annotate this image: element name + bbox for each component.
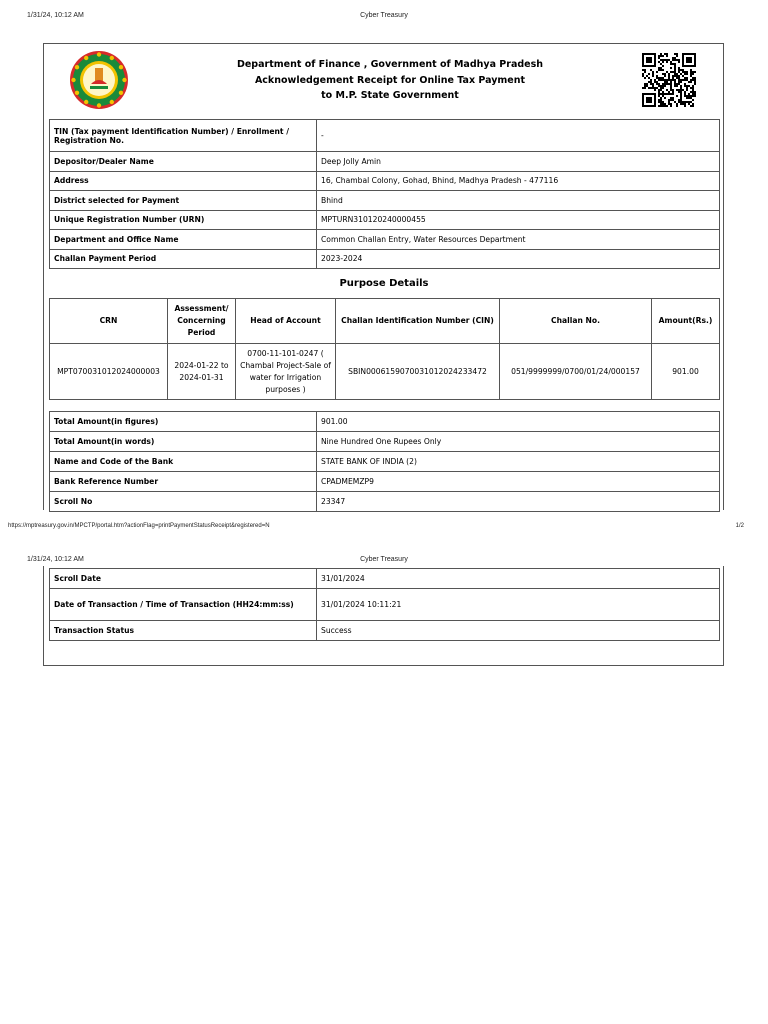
payment-label: Name and Code of the Bank bbox=[50, 452, 317, 472]
payment-label: Date of Transaction / Time of Transaction (HH24:mm:ss) bbox=[50, 589, 317, 621]
payment-details-table-continued bbox=[49, 568, 720, 641]
payment-value: Success bbox=[317, 621, 720, 641]
detail-row bbox=[50, 210, 720, 230]
payment-value: 901.00 bbox=[317, 412, 720, 432]
amount-value: 901.00 bbox=[652, 344, 720, 400]
print-title: Cyber Treasury bbox=[360, 12, 408, 19]
detail-value: Bhind bbox=[317, 191, 720, 211]
detail-label: District selected for Payment bbox=[50, 191, 317, 211]
detail-row bbox=[50, 120, 720, 152]
period-value: 2024-01-22 to 2024-01-31 bbox=[168, 344, 236, 400]
payment-label: Total Amount(in figures) bbox=[50, 412, 317, 432]
page-number: 1/2 bbox=[735, 523, 744, 529]
payment-value: Nine Hundred One Rupees Only bbox=[317, 432, 720, 452]
payment-value: 23347 bbox=[317, 492, 720, 512]
detail-row bbox=[50, 152, 720, 172]
mp-government-emblem bbox=[69, 50, 129, 110]
detail-label: Address bbox=[50, 171, 317, 191]
column-header-challan-no: Challan No. bbox=[500, 299, 652, 344]
receipt-title bbox=[190, 57, 590, 104]
payment-details-table bbox=[49, 411, 720, 512]
detail-value: Common Challan Entry, Water Resources Department bbox=[317, 230, 720, 250]
purpose-row bbox=[50, 344, 720, 400]
detail-row bbox=[50, 171, 720, 191]
payment-label: Scroll Date bbox=[50, 569, 317, 589]
print-url: https://mptreasury.gov.in/MPCTP/portal.htm?actionFlag=printPaymentStatusReceipt&registered=N bbox=[8, 523, 270, 529]
payment-row bbox=[50, 432, 720, 452]
purpose-details-heading: Purpose Details bbox=[339, 278, 429, 289]
print-datetime: 1/31/24, 10:12 AM bbox=[27, 12, 84, 19]
column-header-period: Assessment/ Concerning Period bbox=[168, 299, 236, 344]
title-line-2: Acknowledgement Receipt for Online Tax Payment bbox=[254, 74, 526, 86]
payment-row bbox=[50, 472, 720, 492]
payment-row bbox=[50, 452, 720, 472]
payment-value: STATE BANK OF INDIA (2) bbox=[317, 452, 720, 472]
title-line-3: to M.P. State Government bbox=[321, 90, 459, 101]
detail-label: TIN (Tax payment Identification Number) / Enrollment / Registration No. bbox=[50, 120, 317, 152]
title-line-1: Department of Finance , Government of Madhya Pradesh bbox=[236, 59, 544, 70]
purpose-details-table bbox=[49, 298, 720, 400]
column-header-crn: CRN bbox=[50, 299, 168, 344]
column-header-head-of-account: Head of Account bbox=[236, 299, 336, 344]
payment-row bbox=[50, 492, 720, 512]
depositor-details-table bbox=[49, 119, 720, 269]
detail-row bbox=[50, 230, 720, 250]
purpose-header-row bbox=[50, 299, 720, 344]
print-datetime: 1/31/24, 10:12 AM bbox=[27, 556, 84, 563]
payment-label: Total Amount(in words) bbox=[50, 432, 317, 452]
challan-no-value: 051/9999999/0700/01/24/000157 bbox=[500, 344, 652, 400]
detail-label: Challan Payment Period bbox=[50, 249, 317, 269]
print-title: Cyber Treasury bbox=[360, 556, 408, 563]
column-header-amount: Amount(Rs.) bbox=[652, 299, 720, 344]
cin-value: SBIN00061590700310120242334​72 bbox=[336, 344, 500, 400]
payment-row bbox=[50, 589, 720, 621]
detail-label: Depositor/Dealer Name bbox=[50, 152, 317, 172]
payment-value: 31/01/2024 10:11:21 bbox=[317, 589, 720, 621]
detail-value: - bbox=[317, 120, 720, 152]
payment-value: CPADMEMZP9 bbox=[317, 472, 720, 492]
head-of-account-value: 0700-11-101-0247 ( Chambal Project-Sale of water for Irrigation purposes ) bbox=[236, 344, 336, 400]
crn-value: MPT070031012024000003 bbox=[50, 344, 168, 400]
detail-label: Unique Registration Number (URN) bbox=[50, 210, 317, 230]
payment-label: Transaction Status bbox=[50, 621, 317, 641]
payment-row bbox=[50, 621, 720, 641]
detail-value: 2023-2024 bbox=[317, 249, 720, 269]
payment-label: Bank Reference Number bbox=[50, 472, 317, 492]
detail-row bbox=[50, 191, 720, 211]
payment-label: Scroll No bbox=[50, 492, 317, 512]
payment-value: 31/01/2024 bbox=[317, 569, 720, 589]
detail-row bbox=[50, 249, 720, 269]
qr-code bbox=[642, 53, 696, 107]
detail-value: MPTURN310120240000455 bbox=[317, 210, 720, 230]
payment-row bbox=[50, 569, 720, 589]
detail-label: Department and Office Name bbox=[50, 230, 317, 250]
detail-value: Deep Jolly Amin bbox=[317, 152, 720, 172]
column-header-cin: Challan Identification Number (CIN) bbox=[336, 299, 500, 344]
detail-value: 16, Chambal Colony, Gohad, Bhind, Madhya Pradesh - 477116 bbox=[317, 171, 720, 191]
payment-row bbox=[50, 412, 720, 432]
